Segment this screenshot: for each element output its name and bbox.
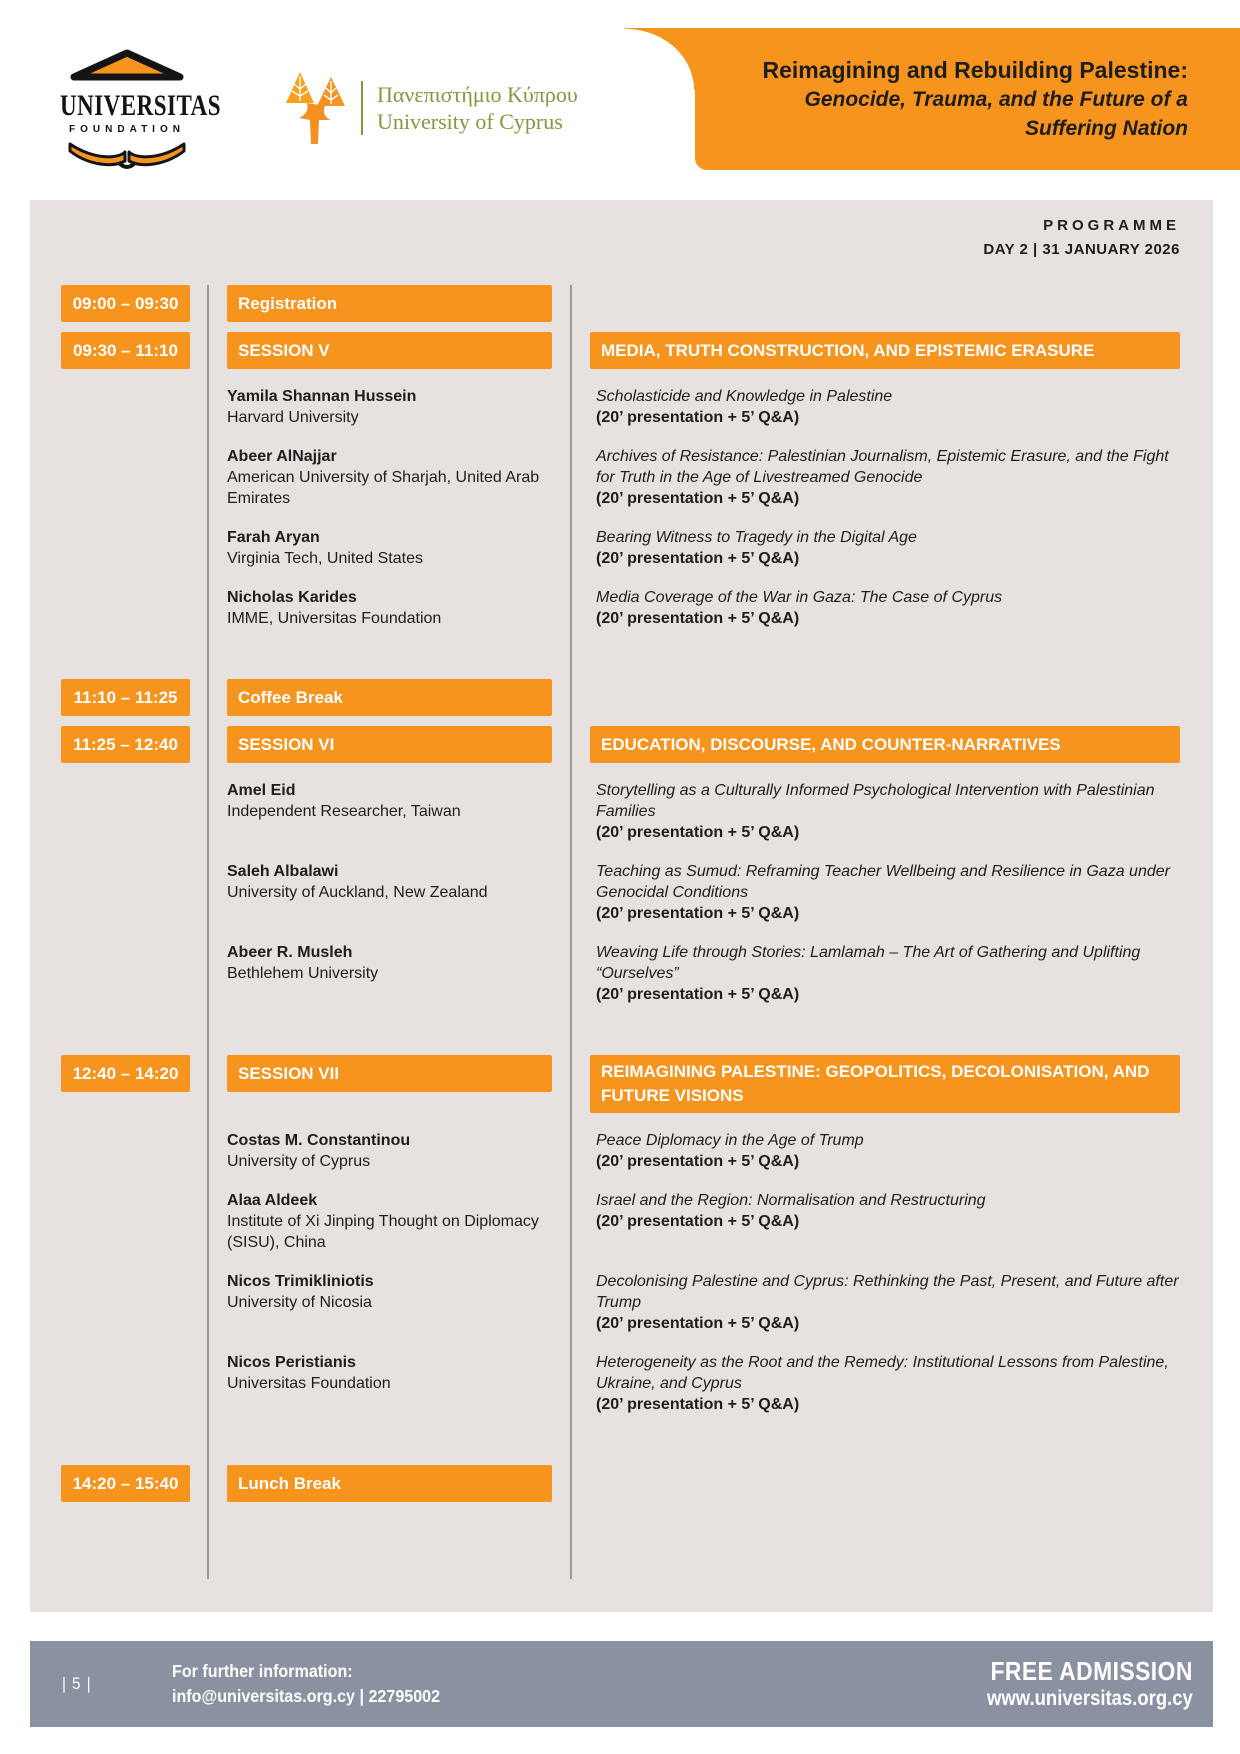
- talk-title: Media Coverage of the War in Gaza: The Case of Cyprus: [596, 589, 1003, 606]
- talk-title: Weaving Life through Stories: Lamlamah – The Art of Gathering and Uplifting “Ourselves”: [596, 944, 1141, 982]
- foundation-wordmark: FOUNDATION: [69, 124, 185, 135]
- talk-cell: [590, 1271, 1180, 1334]
- talk-cell: [590, 1352, 1180, 1415]
- break-label-bar: Lunch Break: [227, 1465, 552, 1502]
- schedule-row: [61, 285, 1213, 322]
- speaker-affiliation: University of Cyprus: [227, 1153, 371, 1170]
- free-admission-label: FREE ADMISSION: [990, 1656, 1193, 1686]
- session-label-bar: SESSION VII: [227, 1055, 552, 1092]
- talk-title: Israel and the Region: Normalisation and Restructuring: [596, 1192, 986, 1209]
- conference-title-banner: [695, 28, 1240, 170]
- session-label-bar: SESSION V: [227, 332, 552, 369]
- schedule: [30, 285, 1213, 1579]
- speaker-entry: [61, 1190, 1213, 1253]
- talk-qa: (20’ presentation + 5’ Q&A): [596, 1213, 800, 1230]
- speaker-cell: [227, 1352, 552, 1415]
- university-of-cyprus-logo: [283, 70, 578, 146]
- talk-qa: (20’ presentation + 5’ Q&A): [596, 1153, 800, 1170]
- roof-icon: [60, 48, 194, 82]
- schedule-divider-right: [570, 285, 572, 1579]
- speaker-affiliation: University of Nicosia: [227, 1294, 372, 1311]
- talk-qa: (20’ presentation + 5’ Q&A): [596, 550, 800, 567]
- speaker-affiliation: University of Auckland, New Zealand: [227, 884, 488, 901]
- speaker-name: Amel Eid: [227, 782, 296, 799]
- session-header-row: [61, 726, 1213, 763]
- talk-qa: (20’ presentation + 5’ Q&A): [596, 610, 800, 627]
- ucy-greek-name: Πανεπιστήμιο Κύπρου: [377, 82, 578, 107]
- talk-cell: [590, 861, 1180, 924]
- speaker-entry: [61, 587, 1213, 629]
- talk-qa: (20’ presentation + 5’ Q&A): [596, 1396, 800, 1413]
- speaker-entry: [61, 527, 1213, 569]
- session-label-bar: SESSION VI: [227, 726, 552, 763]
- talk-qa: (20’ presentation + 5’ Q&A): [596, 490, 800, 507]
- speaker-entry: [61, 1271, 1213, 1334]
- speaker-cell: [227, 1271, 552, 1334]
- speaker-cell: [227, 1190, 552, 1253]
- speaker-name: Alaa Aldeek: [227, 1192, 318, 1209]
- open-book-icon: [60, 141, 194, 171]
- page-number: | 5 |: [62, 1674, 92, 1693]
- speaker-cell: [227, 527, 552, 569]
- programme-heading: [30, 200, 1213, 259]
- universitas-wordmark: UNIVERSITAS: [60, 89, 222, 122]
- footer-contact: info@universitas.org.cy | 22795002: [172, 1686, 441, 1706]
- talk-qa: (20’ presentation + 5’ Q&A): [596, 905, 800, 922]
- speaker-affiliation: Bethlehem University: [227, 965, 379, 982]
- speaker-entry: [61, 1352, 1213, 1415]
- time-pill: 09:00 – 09:30: [61, 285, 190, 322]
- speaker-entry: [61, 446, 1213, 509]
- talk-title: Teaching as Sumud: Reframing Teacher Wellbeing and Resilience in Gaza under Genocidal Conditions: [596, 863, 1170, 901]
- programme-label: PROGRAMME: [1043, 217, 1180, 234]
- speaker-cell: [227, 780, 552, 843]
- speaker-affiliation: Harvard University: [227, 409, 359, 426]
- ucy-logo-divider: [361, 81, 363, 135]
- ucy-english-name: University of Cyprus: [377, 109, 563, 134]
- talk-qa: (20’ presentation + 5’ Q&A): [596, 409, 800, 426]
- speaker-name: Saleh Albalawi: [227, 863, 339, 880]
- talk-cell: [590, 942, 1180, 1005]
- break-label-bar: Registration: [227, 285, 552, 322]
- speaker-cell: [227, 1130, 552, 1172]
- time-pill: 11:10 – 11:25: [61, 679, 190, 716]
- universitas-foundation-logo: [60, 48, 222, 176]
- talk-title: Scholasticide and Knowledge in Palestine: [596, 388, 893, 405]
- speaker-entry: [61, 942, 1213, 1005]
- speaker-affiliation: Institute of Xi Jinping Thought on Diplomacy (SISU), China: [227, 1213, 539, 1251]
- speaker-cell: [227, 587, 552, 629]
- session-theme-bar: REIMAGINING PALESTINE: GEOPOLITICS, DECOLONISATION, AND FUTURE VISIONS: [590, 1055, 1180, 1113]
- schedule-row: [61, 679, 1213, 716]
- speaker-cell: [227, 386, 552, 428]
- speaker-name: Abeer R. Musleh: [227, 944, 353, 961]
- schedule-divider-left: [207, 285, 209, 1579]
- time-pill: 09:30 – 11:10: [61, 332, 190, 369]
- speaker-entry: [61, 386, 1213, 428]
- schedule-row: [61, 1465, 1213, 1502]
- conference-title: Reimagining and Rebuilding Palestine:: [762, 57, 1188, 83]
- talk-cell: [590, 527, 1180, 569]
- time-pill: 14:20 – 15:40: [61, 1465, 190, 1502]
- speaker-affiliation: Universitas Foundation: [227, 1375, 391, 1392]
- speaker-name: Abeer AlNajjar: [227, 448, 337, 465]
- speaker-cell: [227, 446, 552, 509]
- talk-qa: (20’ presentation + 5’ Q&A): [596, 1315, 800, 1332]
- session-theme-bar: EDUCATION, DISCOURSE, AND COUNTER-NARRATIVES: [590, 726, 1180, 763]
- time-pill: 12:40 – 14:20: [61, 1055, 190, 1092]
- speaker-name: Farah Aryan: [227, 529, 320, 546]
- talk-title: Decolonising Palestine and Cyprus: Rethinking the Past, Present, and Future after Trump: [596, 1273, 1179, 1311]
- talk-cell: [590, 780, 1180, 843]
- conference-subtitle-line1: Genocide, Trauma, and the Future of a: [804, 88, 1188, 111]
- footer-bar: [30, 1641, 1213, 1727]
- talk-qa: (20’ presentation + 5’ Q&A): [596, 986, 800, 1003]
- talk-cell: [590, 1130, 1180, 1172]
- speaker-affiliation: American University of Sharjah, United Arab Emirates: [227, 469, 540, 507]
- speaker-cell: [227, 861, 552, 924]
- talk-title: Archives of Resistance: Palestinian Journalism, Epistemic Erasure, and the Fight for Truth in the Age of Livestreamed Genocide: [596, 448, 1169, 486]
- speaker-affiliation: Independent Researcher, Taiwan: [227, 803, 461, 820]
- conference-subtitle-line2: Suffering Nation: [1025, 117, 1188, 140]
- speaker-cell: [227, 942, 552, 1005]
- session-theme-bar: MEDIA, TRUTH CONSTRUCTION, AND EPISTEMIC ERASURE: [590, 332, 1180, 369]
- talk-cell: [590, 386, 1180, 428]
- speaker-entry: [61, 1130, 1213, 1172]
- talk-title: Heterogeneity as the Root and the Remedy: Institutional Lessons from Palestine, Ukraine, and Cyprus: [596, 1354, 1169, 1392]
- footer-info-label: For further information:: [172, 1661, 353, 1681]
- talk-cell: [590, 446, 1180, 509]
- talk-cell: [590, 1190, 1180, 1253]
- speaker-name: Nicholas Karides: [227, 589, 357, 606]
- speaker-entry: [61, 780, 1213, 843]
- programme-day: DAY 2 | 31 JANUARY 2026: [983, 241, 1180, 258]
- break-label-bar: Coffee Break: [227, 679, 552, 716]
- speaker-name: Costas M. Constantinou: [227, 1132, 411, 1149]
- speaker-name: Nicos Trimikliniotis: [227, 1273, 374, 1290]
- talk-title: Storytelling as a Culturally Informed Psychological Intervention with Palestinian Families: [596, 782, 1155, 820]
- speaker-affiliation: Virginia Tech, United States: [227, 550, 423, 567]
- talk-title: Peace Diplomacy in the Age of Trump: [596, 1132, 864, 1149]
- ucy-trees-icon: [283, 70, 349, 146]
- talk-cell: [590, 587, 1180, 629]
- speaker-name: Yamila Shannan Hussein: [227, 388, 417, 405]
- speaker-name: Nicos Peristianis: [227, 1354, 356, 1371]
- talk-title: Bearing Witness to Tragedy in the Digital Age: [596, 529, 917, 546]
- programme-panel: [30, 200, 1213, 1612]
- session-header-row: [61, 332, 1213, 369]
- time-pill: 11:25 – 12:40: [61, 726, 190, 763]
- footer-website: www.universitas.org.cy: [987, 1687, 1193, 1710]
- session-header-row: [61, 1055, 1213, 1113]
- speaker-affiliation: IMME, Universitas Foundation: [227, 610, 442, 627]
- speaker-entry: [61, 861, 1213, 924]
- talk-qa: (20’ presentation + 5’ Q&A): [596, 824, 800, 841]
